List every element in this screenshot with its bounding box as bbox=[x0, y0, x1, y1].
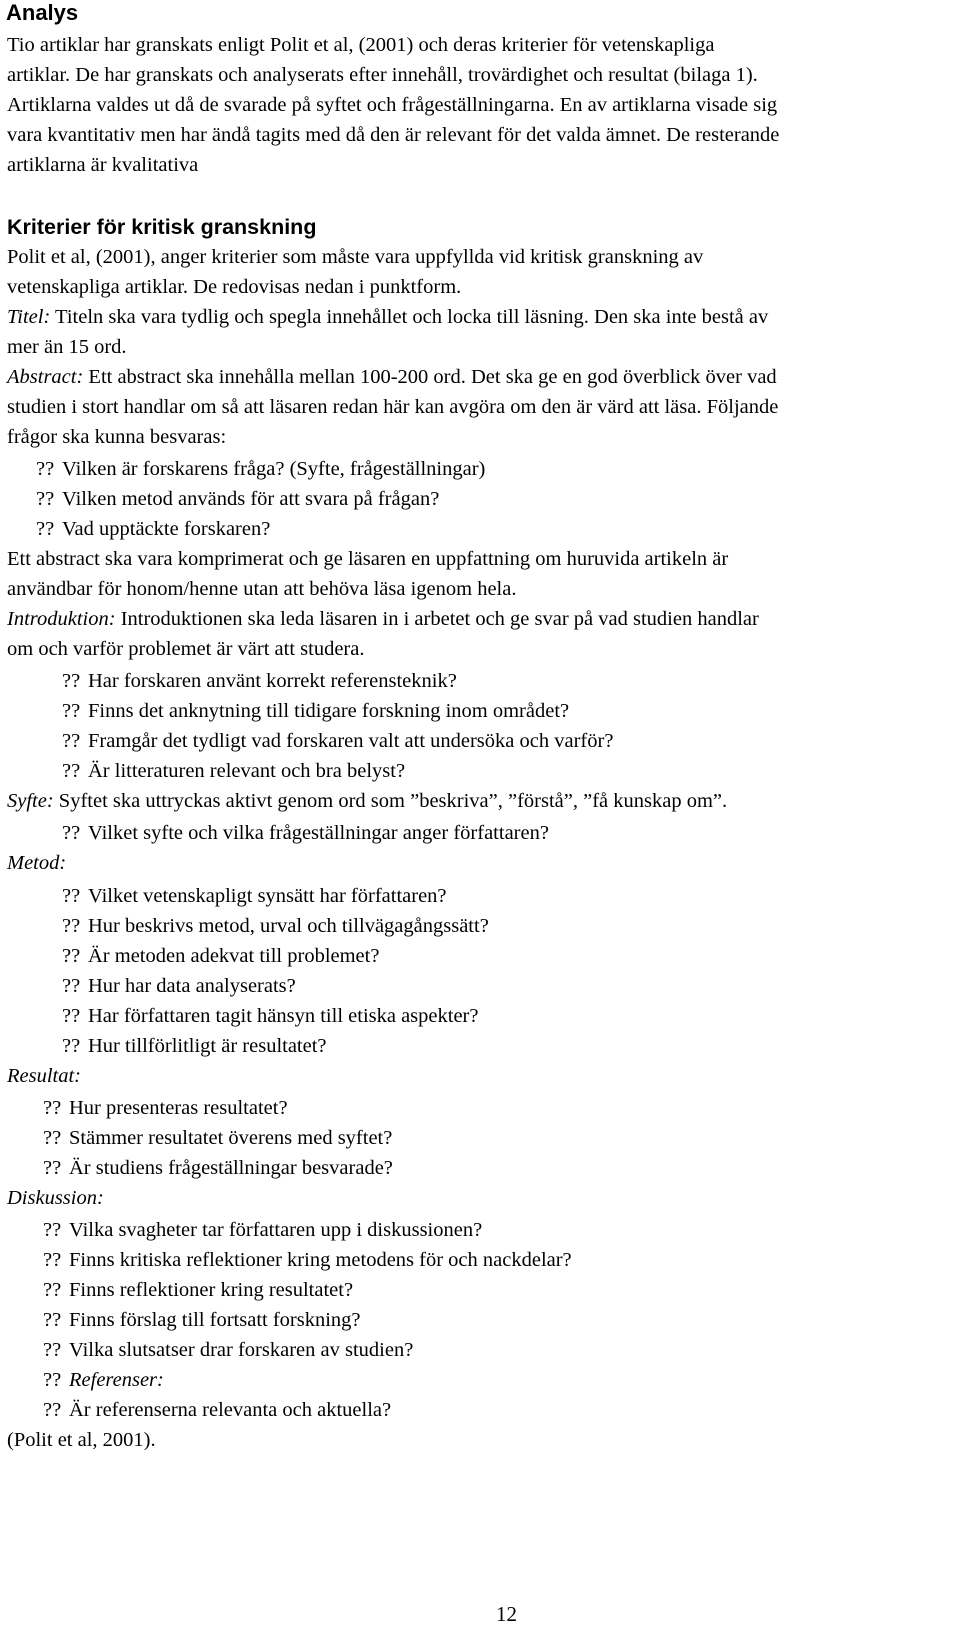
bullet-marker: ?? bbox=[43, 1339, 62, 1361]
question-text: Finns det anknytning till tidigare forskning inom området? bbox=[88, 700, 570, 722]
question-text: Har författaren tagit hänsyn till etiska aspekter? bbox=[88, 1005, 479, 1027]
bullet-marker: ?? bbox=[43, 1279, 62, 1301]
question-text: Vilken metod används för att svara på frågan? bbox=[62, 488, 440, 510]
page-number: 12 bbox=[496, 1602, 517, 1626]
abstract-line-2: studien i stort handlar om så att läsaren redan här kan avgöra om den är värd att läsa. Följande bbox=[7, 396, 779, 418]
resultat-question-3 bbox=[43, 1158, 393, 1179]
diskussion-question-4 bbox=[43, 1310, 361, 1331]
question-text: Vad upptäckte forskaren? bbox=[62, 518, 271, 540]
diskussion-question-1 bbox=[43, 1220, 482, 1241]
metod-question-3 bbox=[62, 946, 379, 967]
analys-line-1: Tio artiklar har granskats enligt Polit et al, (2001) och deras kriterier för vetenskapliga bbox=[7, 34, 715, 56]
question-text: Har forskaren använt korrekt referensteknik? bbox=[88, 670, 457, 692]
bullet-marker: ?? bbox=[62, 945, 81, 967]
diskussion-question-3 bbox=[43, 1280, 353, 1301]
metod-label: Metod: bbox=[7, 852, 67, 874]
referenser-label: Referenser: bbox=[69, 1369, 164, 1391]
abstract-question-3 bbox=[36, 519, 270, 540]
introduktion-text-1: Introduktionen ska leda läsaren in i arbetet och ge svar på vad studien handlar bbox=[115, 608, 759, 630]
abstract-line-3: frågor ska kunna besvaras: bbox=[7, 426, 227, 448]
syfte-line-1 bbox=[7, 791, 727, 812]
introduktion-question-4 bbox=[62, 761, 405, 782]
diskussion-question-5 bbox=[43, 1340, 413, 1361]
bullet-marker: ?? bbox=[62, 822, 81, 844]
bullet-marker: ?? bbox=[43, 1219, 62, 1241]
bullet-marker: ?? bbox=[62, 915, 81, 937]
referenser-line bbox=[43, 1370, 164, 1391]
analys-line-3: Artiklarna valdes ut då de svarade på syftet och frågeställningarna. En av artiklarna visade sig bbox=[7, 94, 778, 116]
question-text: Är studiens frågeställningar besvarade? bbox=[69, 1157, 393, 1179]
introduktion-question-2 bbox=[62, 701, 569, 722]
bullet-marker: ?? bbox=[62, 885, 81, 907]
metod-question-1 bbox=[62, 886, 447, 907]
citation: (Polit et al, 2001). bbox=[7, 1429, 156, 1451]
question-text: Vilket vetenskapligt synsätt har författaren? bbox=[88, 885, 447, 907]
abstract-label: Abstract: bbox=[7, 366, 84, 388]
bullet-marker: ?? bbox=[62, 975, 81, 997]
metod-question-4 bbox=[62, 976, 296, 997]
question-text: Hur tillförlitligt är resultatet? bbox=[88, 1035, 327, 1057]
titel-label: Titel: bbox=[7, 306, 51, 328]
abstract-question-2 bbox=[36, 489, 439, 510]
bullet-marker: ?? bbox=[62, 670, 81, 692]
analys-line-4: vara kvantitativ men har ändå tagits med då den är relevant för det valda ämnet. De resterande bbox=[7, 124, 780, 146]
question-text: Är metoden adekvat till problemet? bbox=[88, 945, 380, 967]
question-text: Är referenserna relevanta och aktuella? bbox=[69, 1399, 392, 1421]
bullet-marker: ?? bbox=[36, 518, 55, 540]
metod-question-6 bbox=[62, 1036, 327, 1057]
question-text: Hur beskrivs metod, urval och tillvägagångssätt? bbox=[88, 915, 489, 937]
abstract-question-1 bbox=[36, 459, 485, 480]
resultat-label: Resultat: bbox=[7, 1065, 82, 1087]
diskussion-label: Diskussion: bbox=[7, 1187, 104, 1209]
question-text: Finns reflektioner kring resultatet? bbox=[69, 1279, 354, 1301]
question-text: Vilket syfte och vilka frågeställningar anger författaren? bbox=[88, 822, 549, 844]
resultat-question-1 bbox=[43, 1098, 288, 1119]
bullet-marker: ?? bbox=[43, 1399, 62, 1421]
bullet-marker: ?? bbox=[43, 1157, 62, 1179]
bullet-marker: ?? bbox=[43, 1097, 62, 1119]
question-text: Stämmer resultatet överens med syftet? bbox=[69, 1127, 393, 1149]
kriterier-intro-2: vetenskapliga artiklar. De redovisas nedan i punktform. bbox=[7, 276, 462, 298]
question-text: Vilka svagheter tar författaren upp i diskussionen? bbox=[69, 1219, 483, 1241]
bullet-marker: ?? bbox=[62, 760, 81, 782]
abstract-after-2: användbar för honom/henne utan att behöva läsa igenom hela. bbox=[7, 578, 517, 600]
syfte-question-1 bbox=[62, 823, 549, 844]
bullet-marker: ?? bbox=[36, 488, 55, 510]
analys-line-2: artiklar. De har granskats och analyserats efter innehåll, trovärdighet och resultat (bilaga 1). bbox=[7, 64, 758, 86]
bullet-marker: ?? bbox=[43, 1249, 62, 1271]
bullet-marker: ?? bbox=[62, 730, 81, 752]
resultat-question-2 bbox=[43, 1128, 392, 1149]
abstract-text-1: Ett abstract ska innehålla mellan 100-200 ord. Det ska ge en god överblick över vad bbox=[83, 366, 777, 388]
introduktion-question-3 bbox=[62, 731, 613, 752]
question-text: Vilka slutsatser drar forskaren av studien? bbox=[69, 1339, 414, 1361]
introduktion-question-1 bbox=[62, 671, 457, 692]
bullet-marker: ?? bbox=[36, 458, 55, 480]
bullet-marker: ?? bbox=[43, 1369, 62, 1391]
bullet-marker: ?? bbox=[62, 700, 81, 722]
question-text: Framgår det tydligt vad forskaren valt att undersöka och varför? bbox=[88, 730, 614, 752]
bullet-marker: ?? bbox=[62, 1035, 81, 1057]
question-text: Är litteraturen relevant och bra belyst? bbox=[88, 760, 406, 782]
syfte-text-1: Syftet ska uttryckas aktivt genom ord som ”beskriva”, ”förstå”, ”få kunskap om”. bbox=[53, 790, 728, 812]
question-text: Vilken är forskarens fråga? (Syfte, frågeställningar) bbox=[62, 458, 486, 480]
kriterier-intro-1: Polit et al, (2001), anger kriterier som måste vara uppfyllda vid kritisk granskning av bbox=[7, 246, 704, 268]
abstract-line-1 bbox=[7, 367, 777, 388]
referenser-question-1 bbox=[43, 1400, 391, 1421]
analys-heading: Analys bbox=[6, 0, 79, 25]
question-text: Finns förslag till fortsatt forskning? bbox=[69, 1309, 361, 1331]
bullet-marker: ?? bbox=[62, 1005, 81, 1027]
introduktion-line-1 bbox=[7, 609, 759, 630]
titel-text-1: Titeln ska vara tydlig och spegla innehållet och locka till läsning. Den ska inte bestå av bbox=[50, 306, 769, 328]
bullet-marker: ?? bbox=[43, 1127, 62, 1149]
analys-line-5: artiklarna är kvalitativa bbox=[7, 154, 199, 176]
metod-question-5 bbox=[62, 1006, 478, 1027]
kriterier-heading: Kriterier för kritisk granskning bbox=[7, 215, 317, 239]
bullet-marker: ?? bbox=[43, 1309, 62, 1331]
introduktion-label: Introduktion: bbox=[7, 608, 116, 630]
introduktion-line-2: om och varför problemet är värt att studera. bbox=[7, 638, 365, 660]
question-text: Hur presenteras resultatet? bbox=[69, 1097, 288, 1119]
diskussion-question-2 bbox=[43, 1250, 572, 1271]
abstract-after-1: Ett abstract ska vara komprimerat och ge läsaren en uppfattning om huruvida artikeln är bbox=[7, 548, 729, 570]
question-text: Finns kritiska reflektioner kring metodens för och nackdelar? bbox=[69, 1249, 572, 1271]
question-text: Hur har data analyserats? bbox=[88, 975, 296, 997]
titel-line-2: mer än 15 ord. bbox=[7, 336, 127, 358]
metod-question-2 bbox=[62, 916, 489, 937]
syfte-label: Syfte: bbox=[7, 790, 54, 812]
titel-line-1 bbox=[7, 307, 768, 328]
